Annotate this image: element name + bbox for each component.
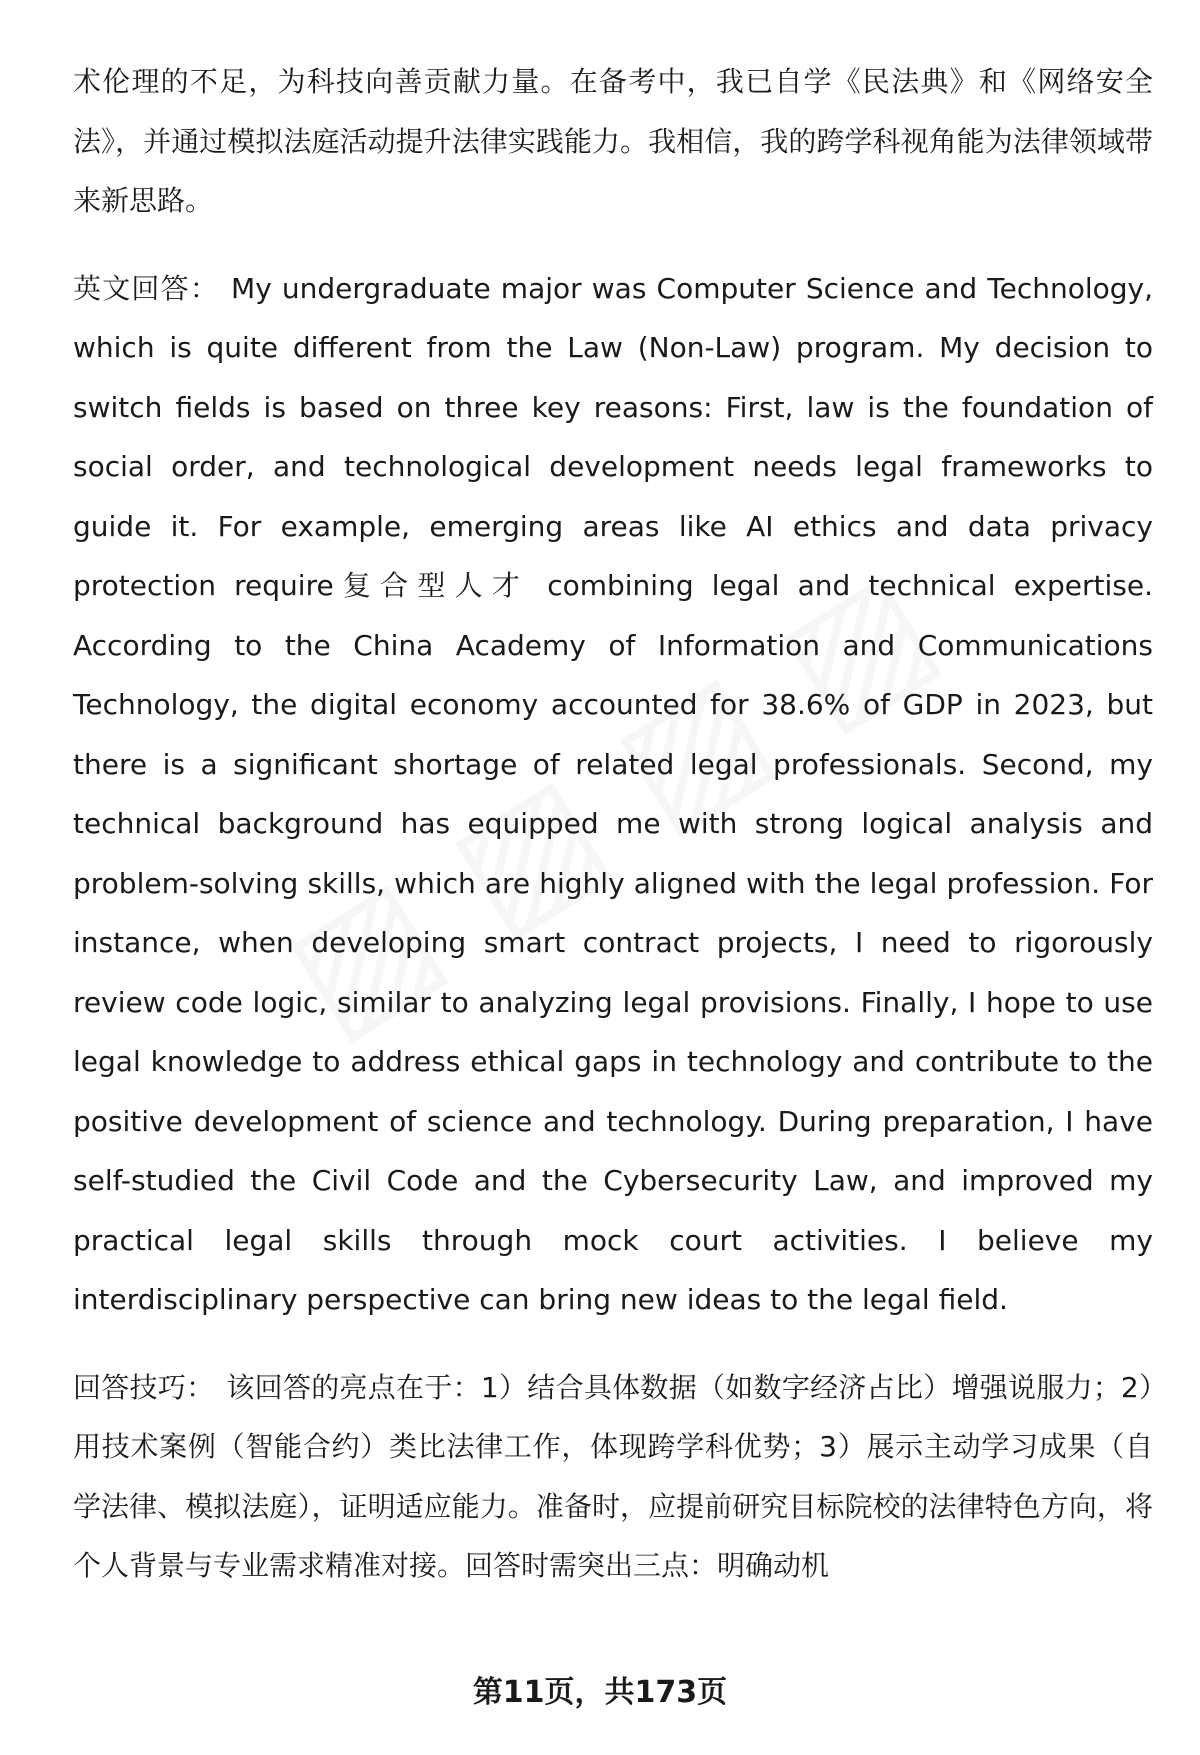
paragraph-answer-tips	[73, 1358, 1153, 1596]
paragraph-english-answer	[73, 259, 1153, 1330]
paragraph-text: My undergraduate major was Computer Science and Technology, which is quite different from the Law (Non-Law) program. My decision to switch fields is based on three key reasons: First, law is the foundation of social order, and technological development needs legal frameworks to guide it. For example, emerging areas like AI ethics and data privacy protection require复合型人才 combining legal and technical expertise. According to the China Academy of Information and Communications Technology, the digital economy accounted for 38.6% of GDP in 2023, but there is a significant shortage of related legal professionals. Second, my technical background has equipped me with strong logical analysis and problem-solving skills, which are highly aligned with the legal profession. For instance, when developing smart contract projects, I need to rigorously review code logic, similar to analyzing legal provisions. Finally, I hope to use legal knowledge to address ethical gaps in technology and contribute to the positive development of science and technology. During preparation, I have self-studied the Civil Code and the Cybersecurity Law, and improved my practical legal skills through mock court activities. I believe my interdisciplinary perspective can bring new ideas to the legal field.	[73, 271, 1153, 1316]
document-body	[73, 52, 1153, 1624]
paragraph-label: 回答技巧：	[73, 1370, 215, 1404]
paragraph-text: 术伦理的不足，为科技向善贡献力量。在备考中，我已自学《民法典》和《网络安全法》，并通过模拟法庭活动提升法律实践能力。我相信，我的跨学科视角能为法律领域带来新思路。	[73, 65, 1153, 217]
paragraph-chinese-continuation	[73, 52, 1153, 231]
paragraph-label: 英文回答：	[73, 271, 220, 305]
page-number-footer: 第11页，共173页	[472, 1675, 728, 1710]
paragraph-text: 该回答的亮点在于：1）结合具体数据（如数字经济占比）增强说服力；2）用技术案例（智能合约）类比法律工作，体现跨学科优势；3）展示主动学习成果（自学法律、模拟法庭），证明适应能力。准备时，应提前研究目标院校的法律特色方向，将个人背景与专业需求精准对接。回答时需突出三点：明确动机	[73, 1370, 1153, 1582]
